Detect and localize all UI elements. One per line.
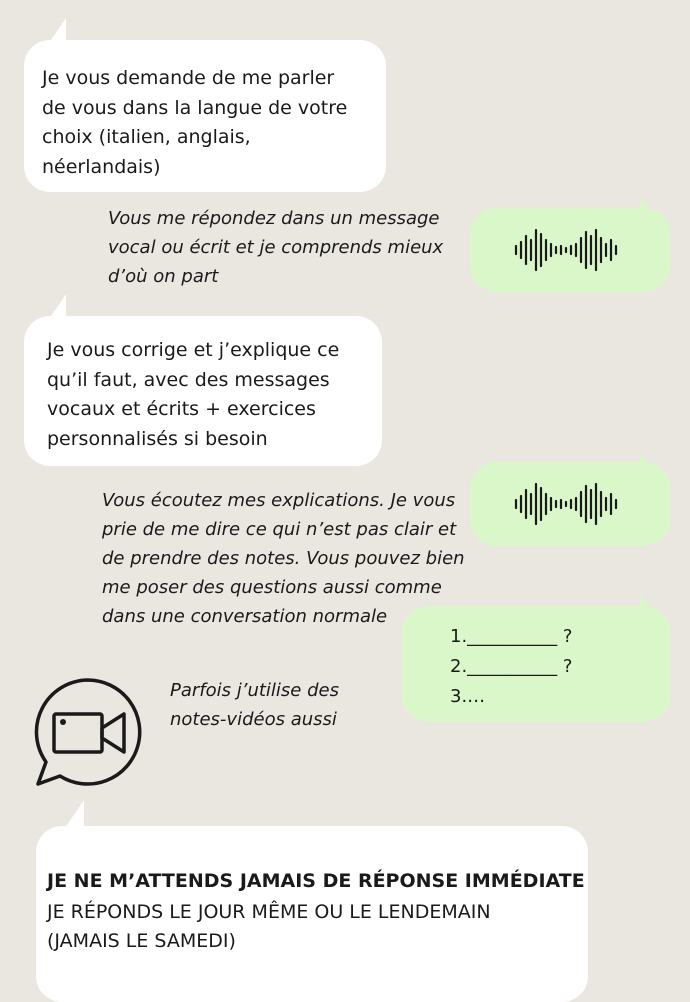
video-camera-icon [30, 674, 146, 790]
text-line: Parfois j’utilise des [170, 680, 339, 701]
text-line: notes-vidéos aussi [170, 709, 337, 730]
final-title: JE NE M’ATTENDS JAMAIS DE RÉPONSE IMMÉDIATE [47, 870, 585, 892]
text-line: dans une conversation normale [102, 606, 388, 627]
text-line: (JAMAIS LE SAMEDI) [47, 930, 236, 952]
list-item: 2.__________ ? [450, 656, 573, 677]
text-line: Vous écoutez mes explications. Je vous [102, 490, 456, 511]
text-line: vocaux et écrits + exercices [47, 398, 316, 420]
message-text [42, 64, 347, 182]
list-items [450, 622, 572, 712]
text-line: personnalisés si besoin [47, 427, 268, 450]
caption-text-2 [102, 486, 465, 631]
final-subtext [47, 898, 491, 956]
text-line: de prendre des notes. Vous pouvez bien [102, 548, 465, 569]
text-line: Je vous corrige et j’explique ce [47, 339, 340, 361]
text-line: choix (italien, anglais, [42, 126, 251, 148]
text-line: d’où on part [108, 266, 219, 287]
text-line: de vous dans la langue de votre [42, 96, 348, 119]
audio-waveform-icon [514, 480, 622, 528]
text-line: Vous me répondez dans un message [108, 208, 440, 229]
caption-text-1 [108, 204, 443, 291]
text-line: qu’il faut, avec des messages [47, 368, 330, 391]
text-line: néerlandais) [42, 155, 161, 178]
caption-text-3 [170, 676, 339, 734]
text-line: JE RÉPONDS LE JOUR MÊME OU LE LENDEMAIN [47, 901, 491, 923]
list-item: 1.__________ ? [450, 626, 573, 647]
text-line: me poser des questions aussi comme [102, 577, 442, 598]
message-text [47, 336, 339, 454]
text-line: prie de me dire ce qui n’est pas clair et [102, 519, 457, 540]
audio-waveform-icon [514, 226, 622, 274]
text-line: vocal ou écrit et je comprends mieux [108, 237, 444, 258]
list-item: 3.… [450, 686, 486, 707]
text-line: Je vous demande de me parler [42, 67, 335, 89]
